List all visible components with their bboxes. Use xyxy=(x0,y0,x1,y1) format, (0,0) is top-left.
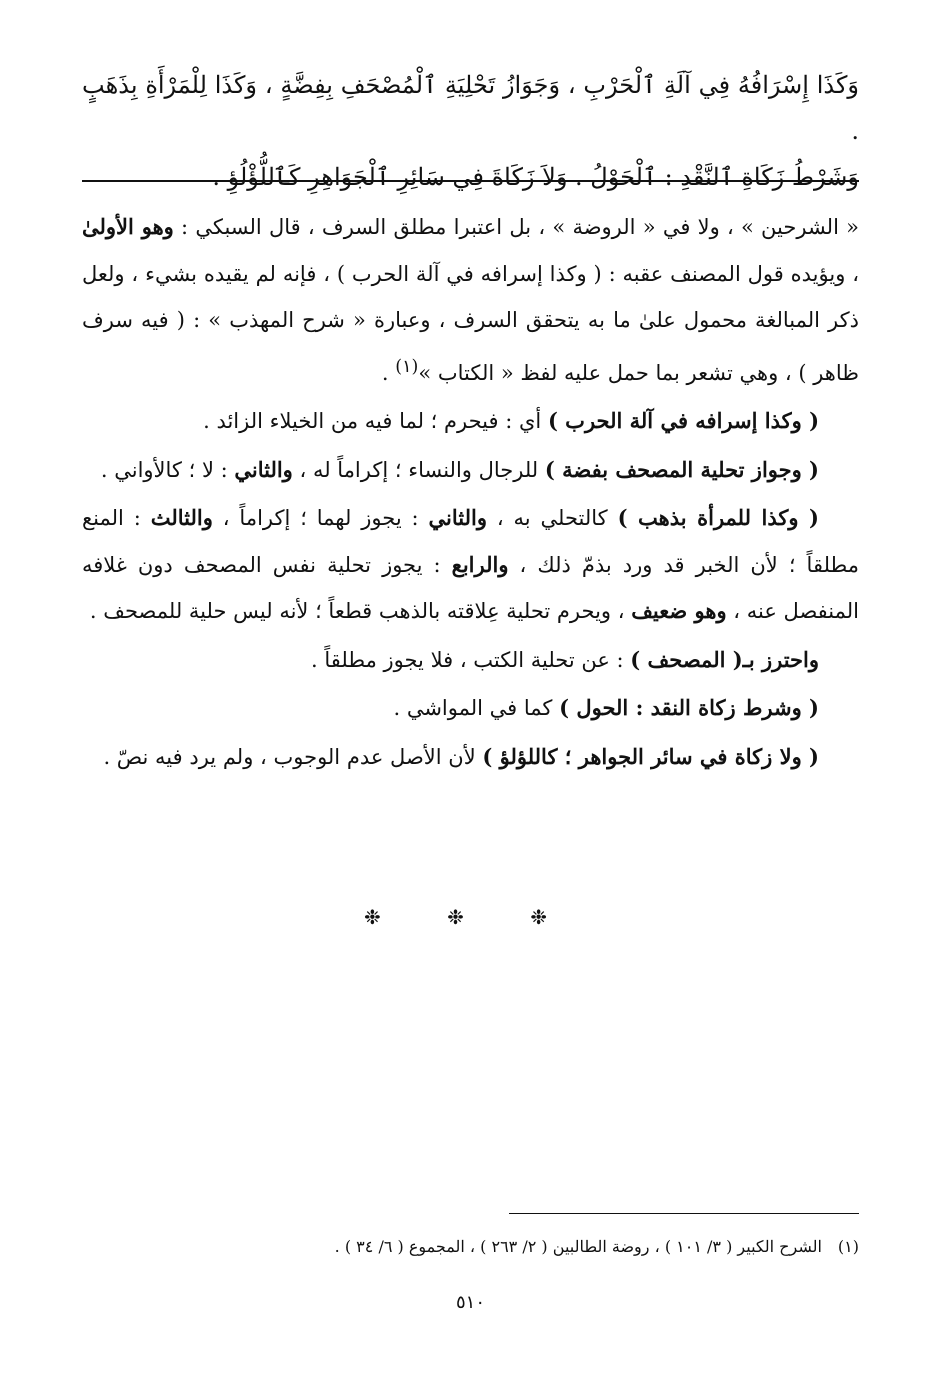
text-run: أي : فيحرم ؛ لما فيه من الخيلاء الزائد . xyxy=(203,409,548,433)
text-run: : لا ؛ كالأواني . xyxy=(100,457,235,482)
bold-run: ( وكذا إسرافه في آلة الحرب ) xyxy=(547,408,819,433)
text-run: لأن الأصل عدم الوجوب ، ولم يرد فيه نصّ . xyxy=(103,744,483,769)
text-run: كالتحلي به ، xyxy=(486,506,618,530)
bold-run: والثاني xyxy=(234,456,293,482)
text-run: للرجال والنساء ؛ إكراماً له ، xyxy=(292,457,545,482)
text-run: كما في المواشي . xyxy=(393,696,560,720)
bold-run: وهو ضعيف xyxy=(631,598,727,623)
text-run: « الشرحين » ، ولا في « الروضة » ، بل اعتبرا مطلق السرف ، قال السبكي : xyxy=(173,215,859,239)
footnote xyxy=(82,1234,859,1260)
page-number: ٥١٠ xyxy=(455,1292,485,1313)
bold-run: واحترز بـ( المصحف ) xyxy=(630,646,819,672)
footnote-text: الشرح الكبير ( ٣/ ١٠١ ) ، روضة الطالبين ( ٢/ ٢٦٣ ) ، المجموع ( ٦/ ٣٤ ) . xyxy=(334,1237,822,1256)
bold-run: والرابع xyxy=(451,551,509,577)
section-separator: ❉ ❉ ❉ xyxy=(364,905,577,929)
commentary-paragraph xyxy=(82,637,859,684)
footnote-ref[interactable]: (١) xyxy=(395,356,419,377)
bold-run: ( ولا زكاة في سائر الجواهر ؛ كاللؤلؤ ) xyxy=(482,743,819,769)
matn-line: وَشَرْطُ زَكَاةِ ٱلنَّقْدِ : ٱلْحَوْلُ . وَلاَ زَكَاةَ فِي سَائِرِ ٱلْجَوَاهِرِ كَٱللُّؤْلُؤِ . xyxy=(212,163,859,191)
commentary-paragraph xyxy=(82,204,859,396)
bold-run: وهو الأولىٰ xyxy=(82,214,174,239)
bold-run: والثاني xyxy=(428,505,487,530)
commentary-paragraph xyxy=(82,685,859,732)
footnote-number: (١) xyxy=(837,1237,859,1256)
commentary-paragraph xyxy=(82,398,859,445)
text-run: . xyxy=(381,360,396,385)
text-run: ، ويحرم تحلية عِلاقته بالذهب قطعاً ؛ لأنه ليس حلية للمصحف . xyxy=(89,599,632,623)
matn-line: وَكَذَا إِسْرَافُهُ فِي آلَةِ ٱلْحَرْبِ ، وَجَوَازُ تَحْلِيَةِ ٱلْمُصْحَفِ بِفِضَّةٍ ، وَكَذَا لِلْمَرْأَةِ بِذَهَبٍ . xyxy=(82,71,860,145)
text-run: : يجوز تحلية نفس المصحف دون غلافه المنفصل عنه ، xyxy=(82,552,859,623)
text-run: ، ويؤيده قول المصنف عقبه : ( وكذا إسرافه في آلة الحرب ) ، فإنه لم يقيده بشيء ، ولعل ذكر المبالغة محمول علىٰ ما به يتحقق السرف ، وعبارة « شرح المهذب » : ( فيه سرف ظاهر ) ، وهي تشعر بما حمل عليه لفظ « الكتاب » xyxy=(82,261,859,385)
bold-run: ( وكذا للمرأة بذهب ) xyxy=(617,505,819,530)
commentary-paragraph xyxy=(82,734,859,781)
matn-divider xyxy=(82,180,859,182)
bold-run: ( وشرط زكاة النقد : الحول ) xyxy=(559,695,819,720)
text-run: : يجوز لهما ؛ إكراماً ، xyxy=(212,506,429,530)
bold-run: ( وجواز تحلية المصحف بفضة ) xyxy=(544,456,819,482)
commentary-paragraph xyxy=(82,495,859,635)
text-run: : عن تحلية الكتب ، فلا يجوز مطلقاً . xyxy=(311,647,631,672)
bold-run: والثالث xyxy=(150,505,213,530)
text-run: : المنع مطلقاً ؛ لأن الخبر قد ورد بذمّ ذلك ، xyxy=(82,506,860,577)
commentary-paragraph xyxy=(82,447,859,494)
footnote-divider xyxy=(509,1213,859,1214)
commentary-text xyxy=(82,204,859,780)
